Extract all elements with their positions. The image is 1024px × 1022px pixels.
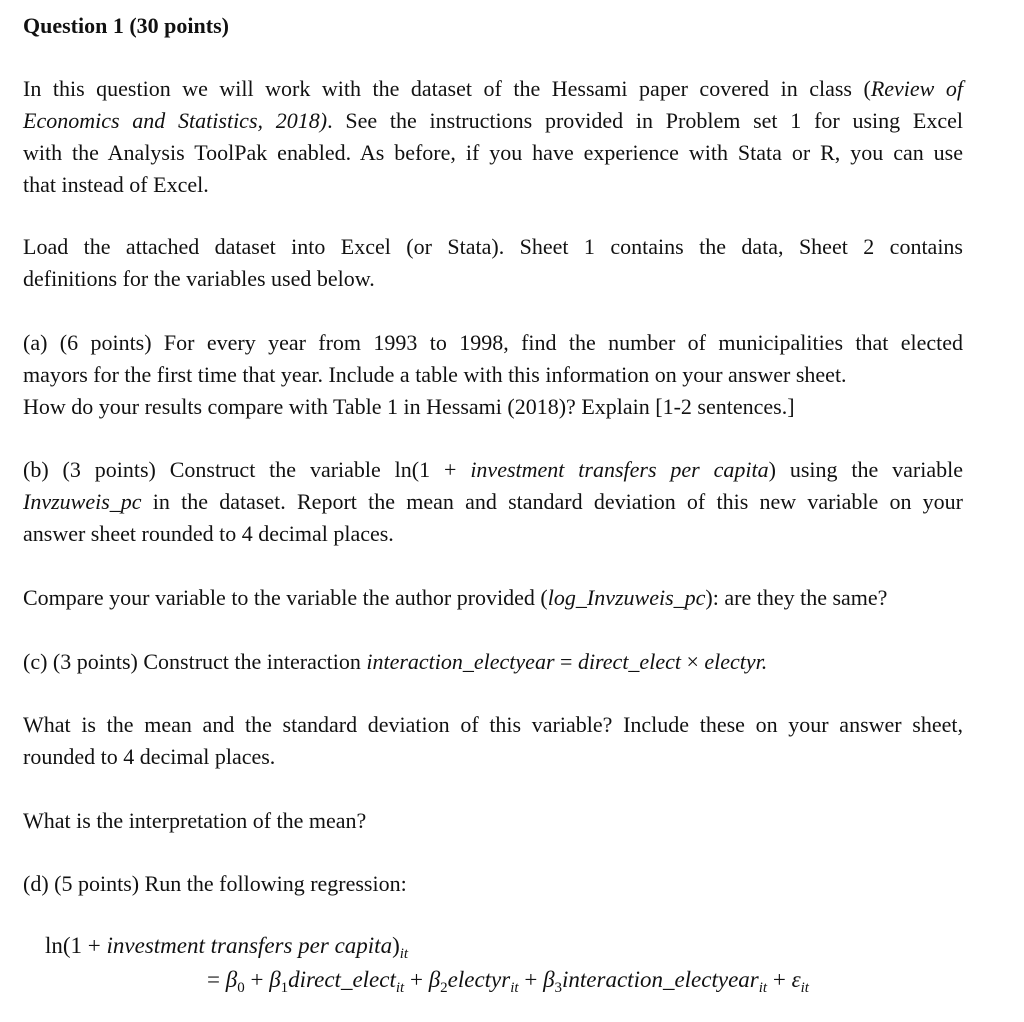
load-paragraph — [23, 231, 963, 295]
part-a-line-3: How do your results compare with Table 1 in Hessami (2018)? Explain [1-2 sentences.] — [23, 394, 795, 419]
part-b-paragraph — [23, 454, 963, 550]
part-c-paragraph — [23, 646, 963, 678]
equation-rhs: = $\beta_0$ + $\beta_1direct\_elect_{it}$ + $\beta_2electyr_{it}$ + $\beta_3interaction\_electyear_{it} + \varepsilon_{it}$ — [207, 967, 809, 996]
mean-sd-line-1: What is the mean and the standard deviation of this variable? Include these on your answer sheet, — [23, 712, 963, 737]
part-d-paragraph — [23, 868, 963, 900]
load-line-2: definitions for the variables used below. — [23, 266, 375, 291]
part-b-line-3: answer sheet rounded to 4 decimal places. — [23, 521, 394, 546]
interpretation-paragraph — [23, 805, 963, 837]
part-d-line: (d) (5 points) Run the following regression: — [23, 871, 407, 896]
regression-equation — [45, 929, 975, 997]
intro-line-3: with the Analysis ToolPak enabled. As before, if you have experience with Stata or R, you can use — [23, 140, 963, 165]
load-line-1: Load the attached dataset into Excel (or Stata). Sheet 1 contains the data, Sheet 2 contains — [23, 234, 963, 259]
compare-paragraph — [23, 582, 963, 614]
part-c-line: (c) (3 points) Construct the interaction interaction_electyear = direct_elect × electyr. — [23, 649, 768, 674]
part-b-line-2: Invzuweis_pc in the dataset. Report the mean and standard deviation of this new variable on your — [23, 489, 963, 514]
intro-line-4: that instead of Excel. — [23, 172, 209, 197]
part-a-line-2: mayors for the first time that year. Include a table with this information on your answer sheet. — [23, 362, 847, 387]
intro-line-2: Economics and Statistics, 2018). See the instructions provided in Problem set 1 for using Excel — [23, 108, 963, 133]
interpretation-line: What is the interpretation of the mean? — [23, 808, 367, 833]
mean-sd-paragraph — [23, 709, 963, 773]
mean-sd-line-2: rounded to 4 decimal places. — [23, 744, 276, 769]
intro-paragraph — [23, 73, 963, 201]
intro-line-1: In this question we will work with the dataset of the Hessami paper covered in class (Review of — [23, 76, 963, 101]
part-b-line-1: (b) (3 points) Construct the variable ln(1 + investment transfers per capita) using the variable — [23, 457, 963, 482]
part-a-line-1: (a) (6 points) For every year from 1993 to 1998, find the number of municipalities that elected — [23, 330, 963, 355]
question-title: Question 1 (30 points) — [23, 13, 229, 38]
part-a-paragraph — [23, 327, 963, 423]
equation-lhs: ln(1 + investment transfers per $capita)_{it}$ — [45, 933, 409, 962]
compare-line: Compare your variable to the variable the author provided (log_Invzuweis_pc): are they the same? — [23, 585, 888, 610]
